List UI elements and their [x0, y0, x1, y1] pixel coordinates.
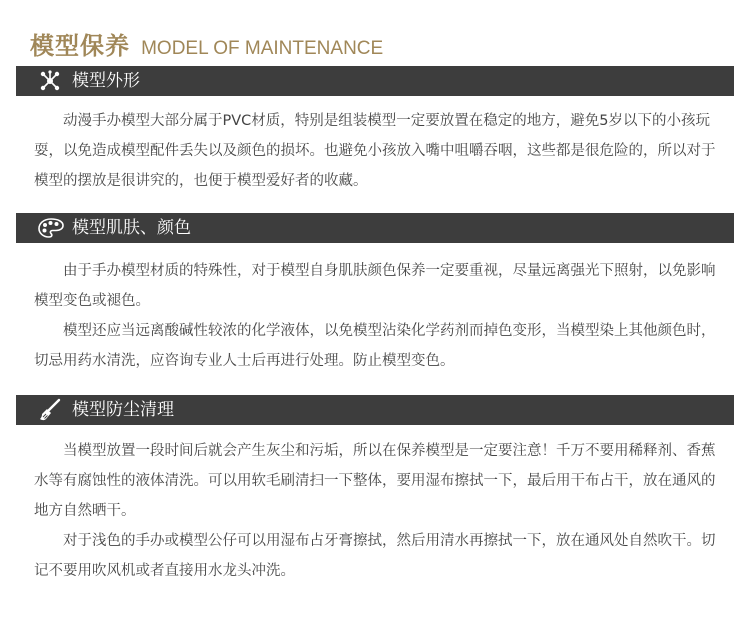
section-header-shape — [16, 66, 734, 96]
section-header-dust-cleaning — [16, 395, 734, 425]
section-title: 模型肌肤、颜色 — [72, 218, 191, 238]
section-paragraph: 对于浅色的手办或模型公仔可以用湿布占牙膏擦拭，然后用清水再擦拭一下，放在通风处自然吹干。切记不要用吹风机或者直接用水龙头冲洗。 — [34, 533, 716, 579]
section-title: 模型外形 — [72, 71, 140, 91]
section-paragraph: 动漫手办模型大部分属于PVC材质，特别是组装模型一定要放置在稳定的地方，避免5岁以下的小孩玩耍，以免造成模型配件丢失以及颜色的损坏。也避免小孩放入嘴中咀嚼吞咽，这些都是很危险的，所以对于模型的摆放是很讲究的，也便于模型爱好者的收藏。 — [34, 113, 716, 189]
molecule-icon — [38, 69, 62, 93]
page-title — [30, 26, 383, 61]
section-header-skin-color — [16, 213, 734, 243]
section-paragraph: 模型还应当远离酸碱性较浓的化学液体，以免模型沾染化学药剂而掉色变形，当模型染上其他颜色时，切忌用药水清洗，应咨询专业人士后再进行处理。防止模型变色。 — [34, 323, 716, 369]
section-title: 模型防尘清理 — [72, 400, 174, 420]
title-english: MODEL OF MAINTENANCE — [141, 38, 384, 59]
section-paragraph: 当模型放置一段时间后就会产生灰尘和污垢，所以在保养模型是一定要注意！千万不要用稀释剂、香蕉水等有腐蚀性的液体清洗。可以用软毛刷清扫一下整体，要用湿布擦拭一下，最后用干布占干，放在通风的地方自然晒干。 — [34, 443, 716, 519]
section-paragraph: 由于手办模型材质的特殊性，对于模型自身肌肤颜色保养一定要重视，尽量远离强光下照射，以免影响模型变色或褪色。 — [34, 263, 716, 309]
palette-icon — [38, 216, 62, 240]
title-chinese: 模型保养 — [30, 32, 130, 60]
brush-icon — [38, 398, 62, 422]
